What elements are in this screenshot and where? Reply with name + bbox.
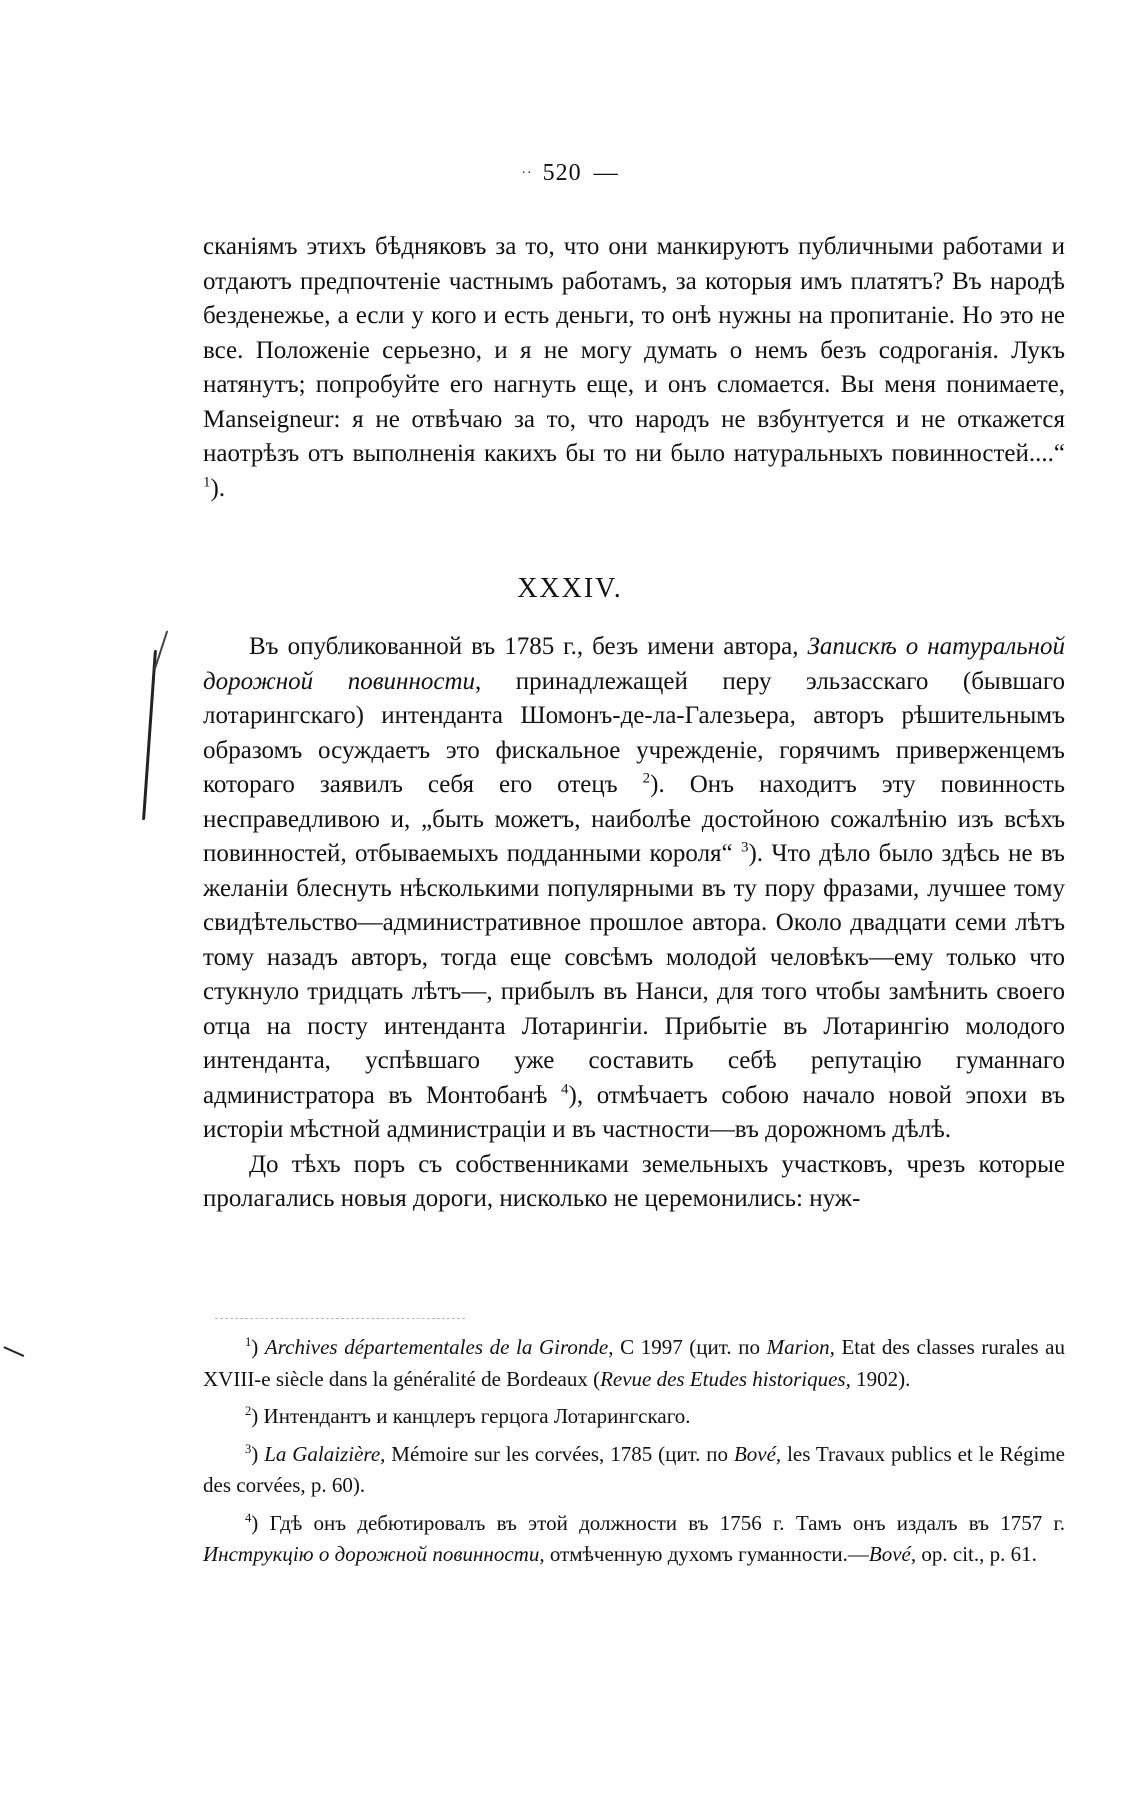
footnote-3-italic-b: Bové, xyxy=(733,1441,782,1466)
footnote-1: $^1$) Archives départementales de la Gironde, С 1997 (цит. по Marion, Etat des classes rurales au XVIII-e siècle dans la généralité de Bordeaux (Revue des Etudes historiques, 1902). xyxy=(203,1335,1065,1391)
footnote-2: $^2$) Интендантъ и канцлеръ герцога Лотарингскаго. xyxy=(245,1404,691,1428)
footnote-4-italic-a: Инструкцію о дорожной повинности, xyxy=(203,1542,545,1566)
section-heading: XXXIV. xyxy=(517,573,623,604)
footnote-2-number: 2 xyxy=(245,1404,252,1418)
paragraph-1-text-e: ), отмѣчаетъ собою начало новой эпохи въ исторіи мѣстной администраціи и въ частности—въ дорожномъ дѣлѣ. xyxy=(203,1081,1066,1143)
footnote-4-text-a: Гдѣ онъ дебютировалъ въ этой должности въ 1756 г. Тамъ онъ издалъ въ 1757 г. xyxy=(258,1510,1065,1535)
footnote-3-text-a: Mémoire sur les corvées, 1785 (цит. по xyxy=(385,1441,734,1466)
footnote-ref-1: 1 xyxy=(203,474,211,491)
footnote-3-text-b: les Travaux publics et le Régime des corvées, p. 60). xyxy=(203,1441,1065,1497)
footnote-3-italic-a: La Galaizière, xyxy=(264,1441,386,1466)
page-number xyxy=(0,160,1140,187)
footnote-4: $^4$) Гдѣ онъ дебютировалъ въ этой должности въ 1756 г. Тамъ онъ издалъ въ 1757 г. Инструкцію о дорожной повинности, отмѣченную духомъ гуманности.—Bové, op. cit., p. 61. xyxy=(203,1510,1065,1566)
footnote-1-text-b: Etat des classes rurales au XVIII-e siècle dans la généralité de Bordeaux ( xyxy=(203,1335,1065,1391)
footnote-4-italic-b: Bové, xyxy=(868,1542,917,1566)
paragraph-1-italic-title: Запискѣ о натуральной дорожной повинности xyxy=(203,633,1066,695)
footnote-1-italic-a: Archives départementales de la Gironde, xyxy=(264,1335,614,1359)
footnote-4-text-b: отмѣченную духомъ гуманности.— xyxy=(544,1542,869,1566)
footnote-ref-2: 2 xyxy=(642,770,651,787)
paragraph-2: До тѣхъ поръ съ собственниками земельныхъ участковъ, чрезъ которые пролагались новыя дороги, нисколько не церемонились: нуж- xyxy=(203,1150,1065,1212)
footnote-1-italic-c: Revue des Etudes historiques, xyxy=(600,1366,851,1391)
margin-pencil-hook xyxy=(0,1346,24,1370)
footnote-2-text: Интендантъ и канцлеръ герцога Лотарингскаго. xyxy=(258,1404,691,1428)
continuation-text: сканіямъ этихъ бѣдняковъ за то, что они манкируютъ публичными работами и отдаютъ предпочтеніе частнымъ работамъ, за которыя имъ платятъ? Въ народѣ безденежье, а если у кого и есть деньги, то онѣ нужны на пропитаніе. Но это не все. Положеніе серьезно, и я не могу думать о немъ безъ содроганія. Лукъ натянутъ; попробуйте его нагнуть еще, и онъ сломается. Вы меня понимаете, Manseigneur: я не отвѣчаю за то, что народъ не взбунтуется и не откажется наотрѣзъ отъ выполненія какихъ бы то ни было натуральныхъ повинностей....“ xyxy=(203,233,1065,467)
paragraph-1-text-a: Въ опубликованной въ 1785 г., безъ имени автора, xyxy=(249,633,808,660)
footnote-1-number: 1 xyxy=(245,1335,252,1349)
page-number-value: 520 xyxy=(542,160,582,186)
paragraph-1-text-d: ). Что дѣло было здѣсь не въ желаніи блеснуть нѣсколькими популярными въ ту пору фразами, лучшее тому свидѣтельство—административное прошлое автора. Около двадцати семи лѣтъ тому назадъ авторъ, тогда еще совсѣмъ молодой человѣкъ—ему только что стукнуло тридцать лѣтъ—, прибылъ въ Нанси, для того чтобы замѣнить своего отца на посту интенданта Лотарингіи. Прибытіе въ Лотарингію молодого интенданта, успѣвшаго уже составить себѣ репутацію гуманнаго администратора въ Монтобанѣ xyxy=(203,840,1065,1109)
footnote-1-text-a: С 1997 (цит. по xyxy=(613,1335,767,1359)
footnote-3-number: 3 xyxy=(245,1441,252,1456)
paragraph-1-text-b: , принадлежащей перу эльзасскаго (бывшаго лотарингскаго) интенданта Шомонъ-де-ла-Галезьера, авторъ рѣшительнымъ образомъ осуждаетъ это фискальное учрежденіе, горячимъ приверженцемъ котораго заявилъ себя его отецъ xyxy=(203,667,1065,798)
footnote-ref-4: 4 xyxy=(561,1081,569,1098)
paragraph-1 xyxy=(203,630,1065,1148)
footnote-4-number: 4 xyxy=(245,1510,252,1525)
footnotes xyxy=(203,1332,1065,1571)
section-body xyxy=(203,630,1065,1217)
footnote-ref-3: 3 xyxy=(740,839,749,856)
footnote-separator xyxy=(215,1318,465,1319)
footnote-3: $^3$) La Galaizière, Mémoire sur les corvées, 1785 (цит. по Bové, les Travaux publics et le Régime des corvées, p. 60). xyxy=(203,1441,1065,1497)
continuation-end: ). xyxy=(210,474,226,502)
continuation-paragraph xyxy=(203,230,1065,506)
paragraph-1-text-c: ). Онъ находитъ эту повинность несправедливою и, „быть можетъ, наиболѣе достойною сожалѣнію изъ всѣхъ повинностей, отбываемыхъ подданными короля“ xyxy=(203,771,1065,867)
page-number-suffix: — xyxy=(593,160,619,186)
margin-pencil-line xyxy=(142,650,157,820)
footnote-1-text-c: 1902). xyxy=(850,1366,911,1391)
footnote-4-text-c: op. cit., p. 61. xyxy=(916,1542,1037,1566)
page-number-prefix: ·· xyxy=(521,166,533,182)
footnote-1-italic-b: Marion, xyxy=(766,1335,835,1359)
